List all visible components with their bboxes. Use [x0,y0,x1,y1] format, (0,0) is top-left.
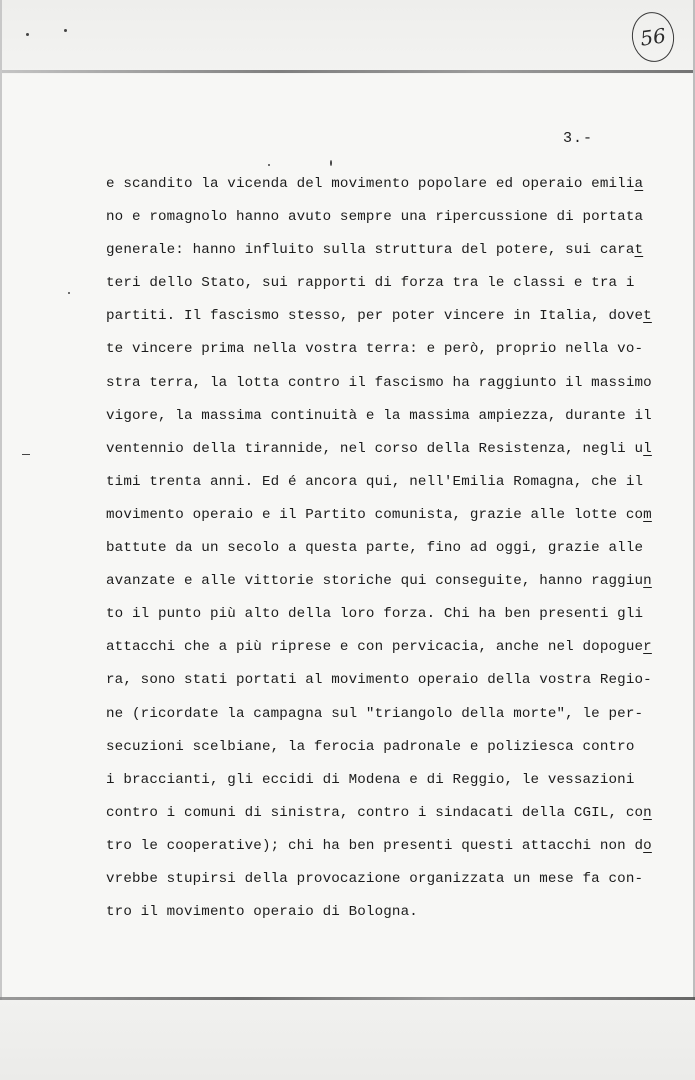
text-line [106,502,666,535]
hyphenation-underline: n [643,573,652,590]
text-line [106,667,666,700]
text-line [106,370,666,403]
text-line-content: avanzate e alle vittorie storiche qui conseguite, hanno raggiu [106,573,644,590]
text-line-content: ne (ricordate la campagna sul "triangolo della morte", le per- [106,705,644,722]
text-line [106,436,666,469]
text-line-content: tro le cooperative); chi ha ben presenti questi attacchi non d [106,837,644,854]
text-line-content: ventennio della tirannide, nel corso della Resistenza, negli u [106,440,644,457]
hyphenation-underline: n [643,804,652,821]
text-line [106,734,666,767]
text-line [106,270,666,303]
hyphenation-underline: r [643,639,652,656]
text-line [106,303,666,336]
text-line-content: partiti. Il fascismo stesso, per poter vincere in Italia, dove [106,308,644,325]
left-page-edge [0,0,2,1080]
text-line-content: no e romagnolo hanno avuto sempre una ripercussione di portata [106,209,644,226]
text-line-content: e scandito la vicenda del movimento popolare ed operaio emili [106,176,635,192]
text-line [106,403,666,436]
text-line-content: ra, sono stati portati al movimento operaio della vostra Regio- [106,672,652,689]
hyphenation-underline: l [643,440,652,457]
text-line-content: stra terra, la lotta contro il fascismo ha raggiunto il massimo [106,374,652,391]
text-line [106,204,666,237]
text-line [106,336,666,369]
hyphenation-underline: m [643,506,652,523]
text-line-content: generale: hanno influito sulla struttura del potere, sui cara [106,242,635,259]
scan-speck [64,29,67,32]
text-line [106,800,666,833]
text-line [106,634,666,667]
text-line-content: timi trenta anni. Ed é ancora qui, nell'Emilia Romagna, che il [106,473,644,490]
document-body [106,171,666,932]
text-line-content: te vincere prima nella vostra terra: e però, proprio nella vo- [106,341,644,358]
text-line-content: tro il movimento operaio di Bologna. [106,904,418,921]
text-line [106,237,666,270]
text-line [106,701,666,734]
top-scan-rule [0,70,695,73]
text-line-content: i braccianti, gli eccidi di Modena e di Reggio, le vessazioni [106,771,635,788]
text-line [106,171,666,204]
hyphenation-underline: a [634,176,644,192]
scan-speck [68,292,70,294]
hyphenation-underline: t [634,242,644,259]
text-line-content: teri dello Stato, sui rapporti di forza tra le classi e tra i [106,275,635,292]
text-line [106,469,666,502]
text-line-content: vigore, la massima continuità e la massima ampiezza, durante il [106,407,652,424]
scan-bottom-band [0,1000,695,1080]
text-line [106,833,666,866]
scan-speck [330,160,332,166]
scan-top-band [0,0,695,74]
text-line-content: secuzioni scelbiane, la ferocia padronale e poliziesca contro [106,738,635,755]
text-line [106,568,666,601]
text-line-content: movimento operaio e il Partito comunista, grazie alle lotte co [106,506,644,523]
archive-page-stamp: 56 [629,9,678,64]
text-line-content: to il punto più alto della loro forza. Chi ha ben presenti gli [106,606,644,623]
text-line [106,899,666,932]
page-number: 3.- [563,130,594,147]
text-line [106,767,666,800]
hyphenation-underline: t [643,308,652,325]
text-line [106,535,666,568]
hyphenation-underline: o [643,837,652,854]
scan-speck [26,33,29,36]
text-line-content: battute da un secolo a questa parte, fino ad oggi, grazie alle [106,540,644,557]
scan-speck [268,164,270,166]
text-line-content: contro i comuni di sinistra, contro i sindacati della CGIL, co [106,804,644,821]
text-line [106,601,666,634]
text-line-content: attacchi che a più riprese e con pervicacia, anche nel dopogue [106,639,644,656]
text-line [106,866,666,899]
text-line-content: vrebbe stupirsi della provocazione organizzata un mese fa con- [106,870,644,887]
scan-speck [22,454,30,455]
